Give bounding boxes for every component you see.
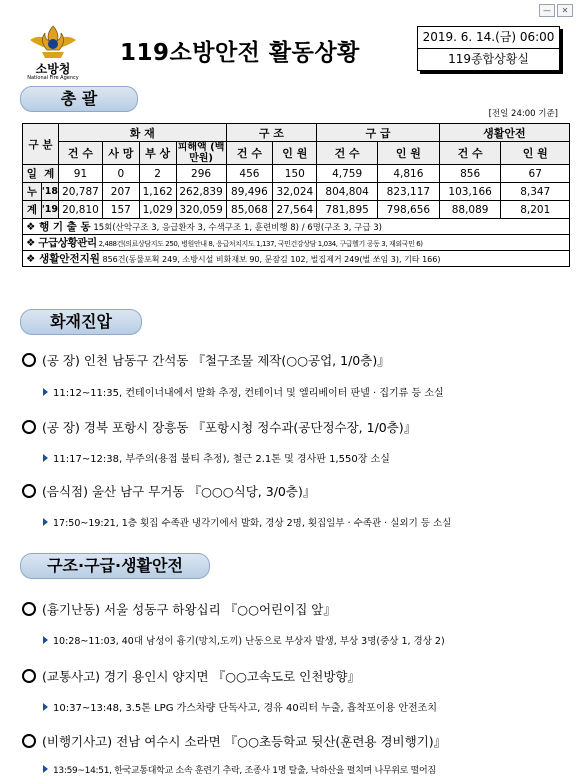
- cell: 103,166: [439, 183, 501, 201]
- cell: 1,029: [139, 201, 176, 219]
- circle-bullet-icon: [22, 484, 36, 498]
- bullet-row: [23, 235, 570, 251]
- cell: 856: [439, 165, 501, 183]
- cell: 456: [226, 165, 273, 183]
- rescue-detail-2: 10:37~13:48, 3.5톤 LPG 가스차량 단독사고, 경유 40리터 누출, 흡착포이용 안전조치: [43, 699, 437, 714]
- row-label-2018: '18: [41, 183, 58, 201]
- bullet-text: 15회(산악구조 3, 응급환자 3, 수색구조 1, 훈련비행 8) / 6명(구조 3, 구급 3): [93, 223, 382, 233]
- circle-bullet-icon: [22, 602, 36, 616]
- bullet-label: ❖ 행 기 출 동: [26, 221, 91, 233]
- incident-location: 전남 여수시 소라면: [116, 734, 221, 749]
- subheader: 사 망: [102, 142, 139, 165]
- bullet-row: [23, 251, 570, 267]
- bullet-label: ❖ 구급상황관리: [26, 237, 97, 249]
- rescue-incident-1: [22, 600, 336, 618]
- fire-detail-2: 11:17~12:38, 부주의(용접 불티 추정), 철근 2.1톤 및 경사판 1,550장 소실: [43, 450, 390, 465]
- incident-category: (비행기사고): [42, 734, 113, 749]
- cell: 4,816: [378, 165, 440, 183]
- cell: 88,089: [439, 201, 501, 219]
- incident-location: 경기 용인시 양지면: [104, 669, 209, 684]
- incident-category: (흉기난동): [42, 602, 101, 617]
- cell: 207: [102, 183, 139, 201]
- cell: 20,810: [59, 201, 103, 219]
- page-title: 119소방안전 활동상황: [120, 40, 360, 66]
- cell: 781,895: [317, 201, 378, 219]
- report-date: 2019. 6. 14.(금) 06:00: [418, 27, 559, 49]
- cell: 798,656: [378, 201, 440, 219]
- fire-detail-1: 11:12~11:35, 컨테이너내에서 발화 추정, 컨테이너 및 엘리베이터 판넬 · 집기류 등 소실: [43, 384, 444, 399]
- logo-name: 소방청: [35, 62, 71, 76]
- bullet-label: ❖ 생활안전지원: [26, 253, 100, 265]
- incident-title: 『○○초등학교 뒷산(훈련용 경비행기)』: [224, 734, 447, 749]
- subheader: 건 수: [317, 142, 378, 165]
- report-dept: 119종합상황실: [448, 52, 529, 66]
- circle-bullet-icon: [22, 734, 36, 748]
- bullet-text: 2,488건(의료상담지도 250, 병원안내 8, 응급처치지도 1,137, 국민건강상담 1,034, 구급헬기 공동 3, 재외국민 6): [98, 240, 423, 248]
- fire-detail-3: 17:50~19:21, 1층 횟집 수족관 냉각기에서 발화, 경상 2명, 횟집일부 · 수족관 · 실외기 등 소실: [43, 515, 451, 529]
- cell: 32,024: [273, 183, 317, 201]
- arrow-bullet-icon: [43, 518, 48, 526]
- row-label-daily: 일 계: [23, 165, 59, 183]
- cell: 67: [501, 165, 570, 183]
- cell: 1,162: [139, 183, 176, 201]
- reference-note: [전일 24:00 기준]: [488, 109, 558, 119]
- rescue-incident-2: [22, 667, 360, 685]
- cell: 20,787: [59, 183, 103, 201]
- incident-title: 『○○어린이집 앞』: [224, 602, 336, 617]
- fire-incident-2: [22, 418, 416, 436]
- incident-title: 『철구조물 제작(○○공업, 1/0층)』: [192, 353, 390, 368]
- col-group-header: 구 분: [23, 124, 59, 165]
- arrow-bullet-icon: [43, 636, 48, 644]
- circle-bullet-icon: [22, 669, 36, 683]
- cell: 804,804: [317, 183, 378, 201]
- cell: 157: [102, 201, 139, 219]
- incident-category: (교통사고): [42, 669, 101, 684]
- arrow-bullet-icon: [43, 388, 48, 396]
- minimize-button[interactable]: —: [539, 4, 555, 17]
- close-button[interactable]: ✕: [557, 4, 573, 17]
- section-rescue: 구조·구급·생활안전: [20, 553, 210, 579]
- cell: 8,347: [501, 183, 570, 201]
- incident-location: 경북 포항시 장흥동: [83, 420, 189, 435]
- group-safety: 생활안전: [439, 124, 569, 142]
- cell: 0: [102, 165, 139, 183]
- subheader: 건 수: [226, 142, 273, 165]
- fire-incident-3: [22, 482, 315, 500]
- group-fire: 화 재: [59, 124, 226, 142]
- incident-category: (음식점): [42, 484, 88, 499]
- bullet-text: 856건(동물포획 249, 소방시설 비화재보 90, 문잠김 102, 벌집제거 249(벌 쏘임 3), 기타 166): [102, 255, 441, 264]
- incident-category: (공 장): [42, 353, 80, 368]
- incident-location: 서울 성동구 하왕십리: [104, 602, 221, 617]
- summary-table: [22, 123, 570, 267]
- incident-title: 『포항시청 정수과(공단정수장, 1/0층)』: [192, 420, 417, 435]
- date-box: [417, 26, 560, 71]
- incident-location: 울산 남구 무거동: [91, 484, 185, 499]
- cell: 89,496: [226, 183, 273, 201]
- cell: 8,201: [501, 201, 570, 219]
- rescue-detail-3: 13:59~14:51, 한국교통대학교 소속 훈련기 추락, 조종사 1명 탈출, 낙하산을 펼치며 나무위로 떨어짐: [43, 763, 436, 776]
- incident-category: (공 장): [42, 420, 80, 435]
- fire-emblem-icon: [22, 24, 84, 62]
- cell: 296: [176, 165, 226, 183]
- cell: 4,759: [317, 165, 378, 183]
- group-rescue: 구 조: [226, 124, 317, 142]
- table-row: [23, 165, 570, 183]
- cell: 262,839: [176, 183, 226, 201]
- cell: 91: [59, 165, 103, 183]
- cell: 85,068: [226, 201, 273, 219]
- fire-incident-1: [22, 351, 390, 369]
- arrow-bullet-icon: [43, 454, 48, 462]
- subheader: 건 수: [59, 142, 103, 165]
- agency-logo: [22, 24, 84, 82]
- cell: 27,564: [273, 201, 317, 219]
- arrow-bullet-icon: [43, 703, 48, 711]
- cell: 150: [273, 165, 317, 183]
- cell: 2: [139, 165, 176, 183]
- subheader: 인 원: [378, 142, 440, 165]
- logo-subtitle: National Fire Agency: [27, 75, 79, 81]
- incident-location: 인천 남동구 간석동: [83, 353, 189, 368]
- bullet-row: [23, 219, 570, 235]
- rescue-detail-1: 10:28~11:03, 40대 남성이 흉기(망치,도끼) 난동으로 부상자 발생, 부상 3명(중상 1, 경상 2): [43, 633, 445, 647]
- circle-bullet-icon: [22, 420, 36, 434]
- arrow-bullet-icon: [43, 765, 48, 773]
- row-label-cum-a: 누: [23, 183, 42, 201]
- table-row: [23, 183, 570, 201]
- section-summary: 총 괄: [20, 86, 138, 112]
- incident-title: 『○○고속도로 인천방향』: [212, 669, 360, 684]
- circle-bullet-icon: [22, 353, 36, 367]
- subheader: 인 원: [273, 142, 317, 165]
- subheader: 피해액 (백만원): [177, 142, 225, 164]
- cell: 320,059: [176, 201, 226, 219]
- section-fire: 화재진압: [20, 309, 142, 335]
- subheader: 건 수: [439, 142, 501, 165]
- cell: 823,117: [378, 183, 440, 201]
- row-label-2019: '19: [41, 201, 58, 219]
- row-label-cum-b: 계: [23, 201, 42, 219]
- table-row: [23, 201, 570, 219]
- incident-title: 『○○○식당, 3/0층)』: [188, 484, 316, 499]
- subheader: 인 원: [501, 142, 570, 165]
- group-ems: 구 급: [317, 124, 439, 142]
- subheader: 부 상: [139, 142, 176, 165]
- rescue-incident-3: [22, 732, 446, 750]
